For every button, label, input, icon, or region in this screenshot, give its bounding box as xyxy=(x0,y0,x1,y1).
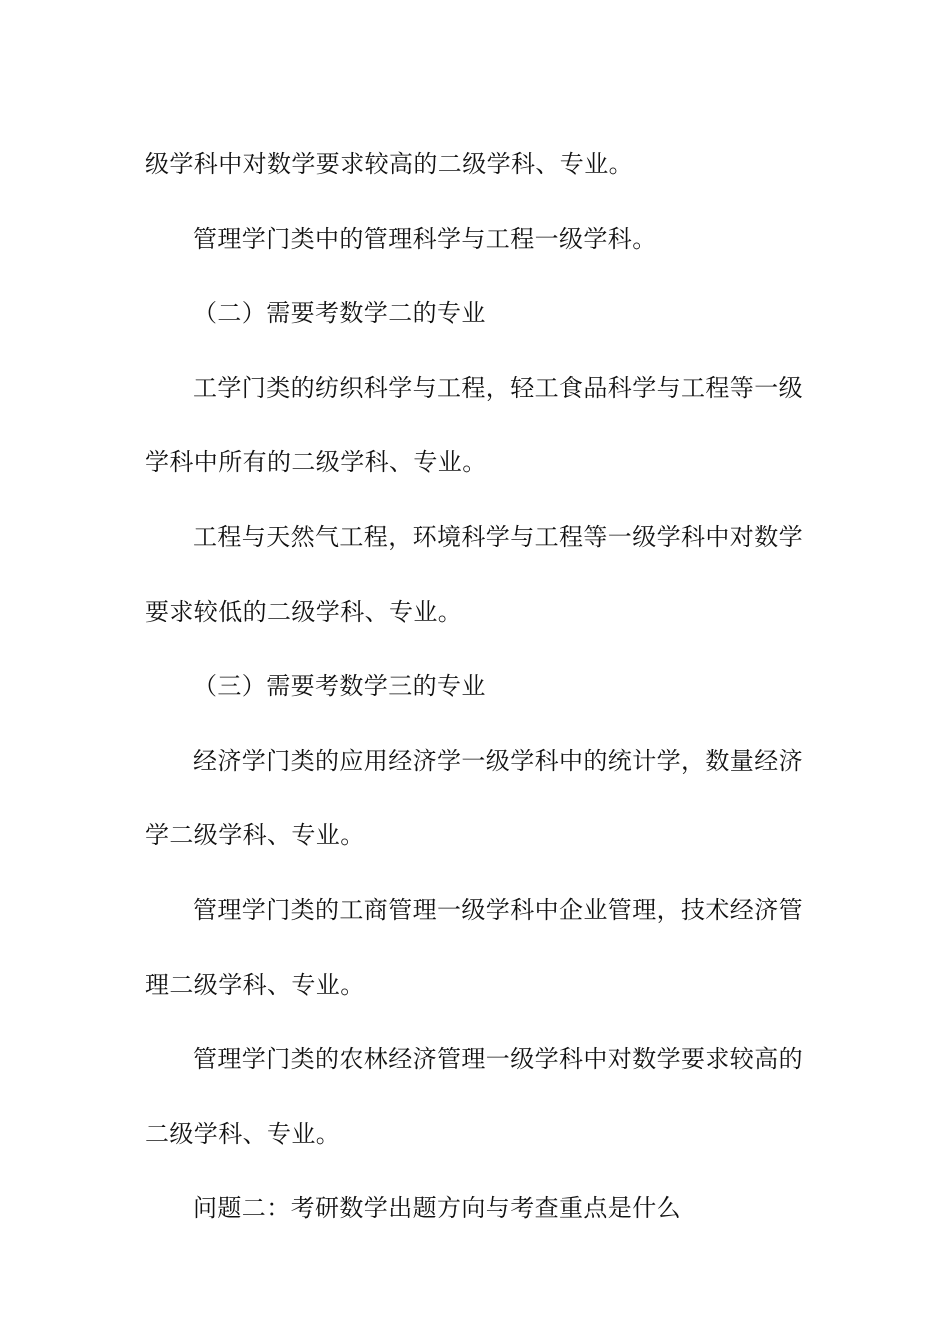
text-line: 要求较低的二级学科、专业。 xyxy=(145,597,463,626)
text-line: 工学门类的纺织科学与工程，轻工食品科学与工程等一级 xyxy=(193,373,803,402)
text-line: 理二级学科、专业。 xyxy=(145,970,365,999)
text-line: 级学科中对数学要求较高的二级学科、专业。 xyxy=(145,150,633,178)
document-body xyxy=(145,127,805,1246)
text-line: 学科中所有的二级学科、专业。 xyxy=(145,448,487,477)
text-line: 管理学门类的农林经济管理一级学科中对数学要求较高的 xyxy=(193,1045,803,1074)
text-line: 管理学门类中的管理科学与工程一级学科。 xyxy=(193,224,657,253)
question-heading: 问题二：考研数学出题方向与考查重点是什么 xyxy=(193,1194,681,1223)
text-line: 学二级学科、专业。 xyxy=(145,821,365,850)
text-line: 二级学科、专业。 xyxy=(145,1119,341,1148)
text-line: 管理学门类的工商管理一级学科中企业管理，技术经济管 xyxy=(193,895,803,924)
text-line: 经济学门类的应用经济学一级学科中的统计学，数量经济 xyxy=(193,746,803,775)
text-line: 工程与天然气工程，环境科学与工程等一级学科中对数学 xyxy=(193,522,803,551)
section-heading: （二）需要考数学二的专业 xyxy=(193,299,486,328)
section-heading: （三）需要考数学三的专业 xyxy=(193,672,486,701)
